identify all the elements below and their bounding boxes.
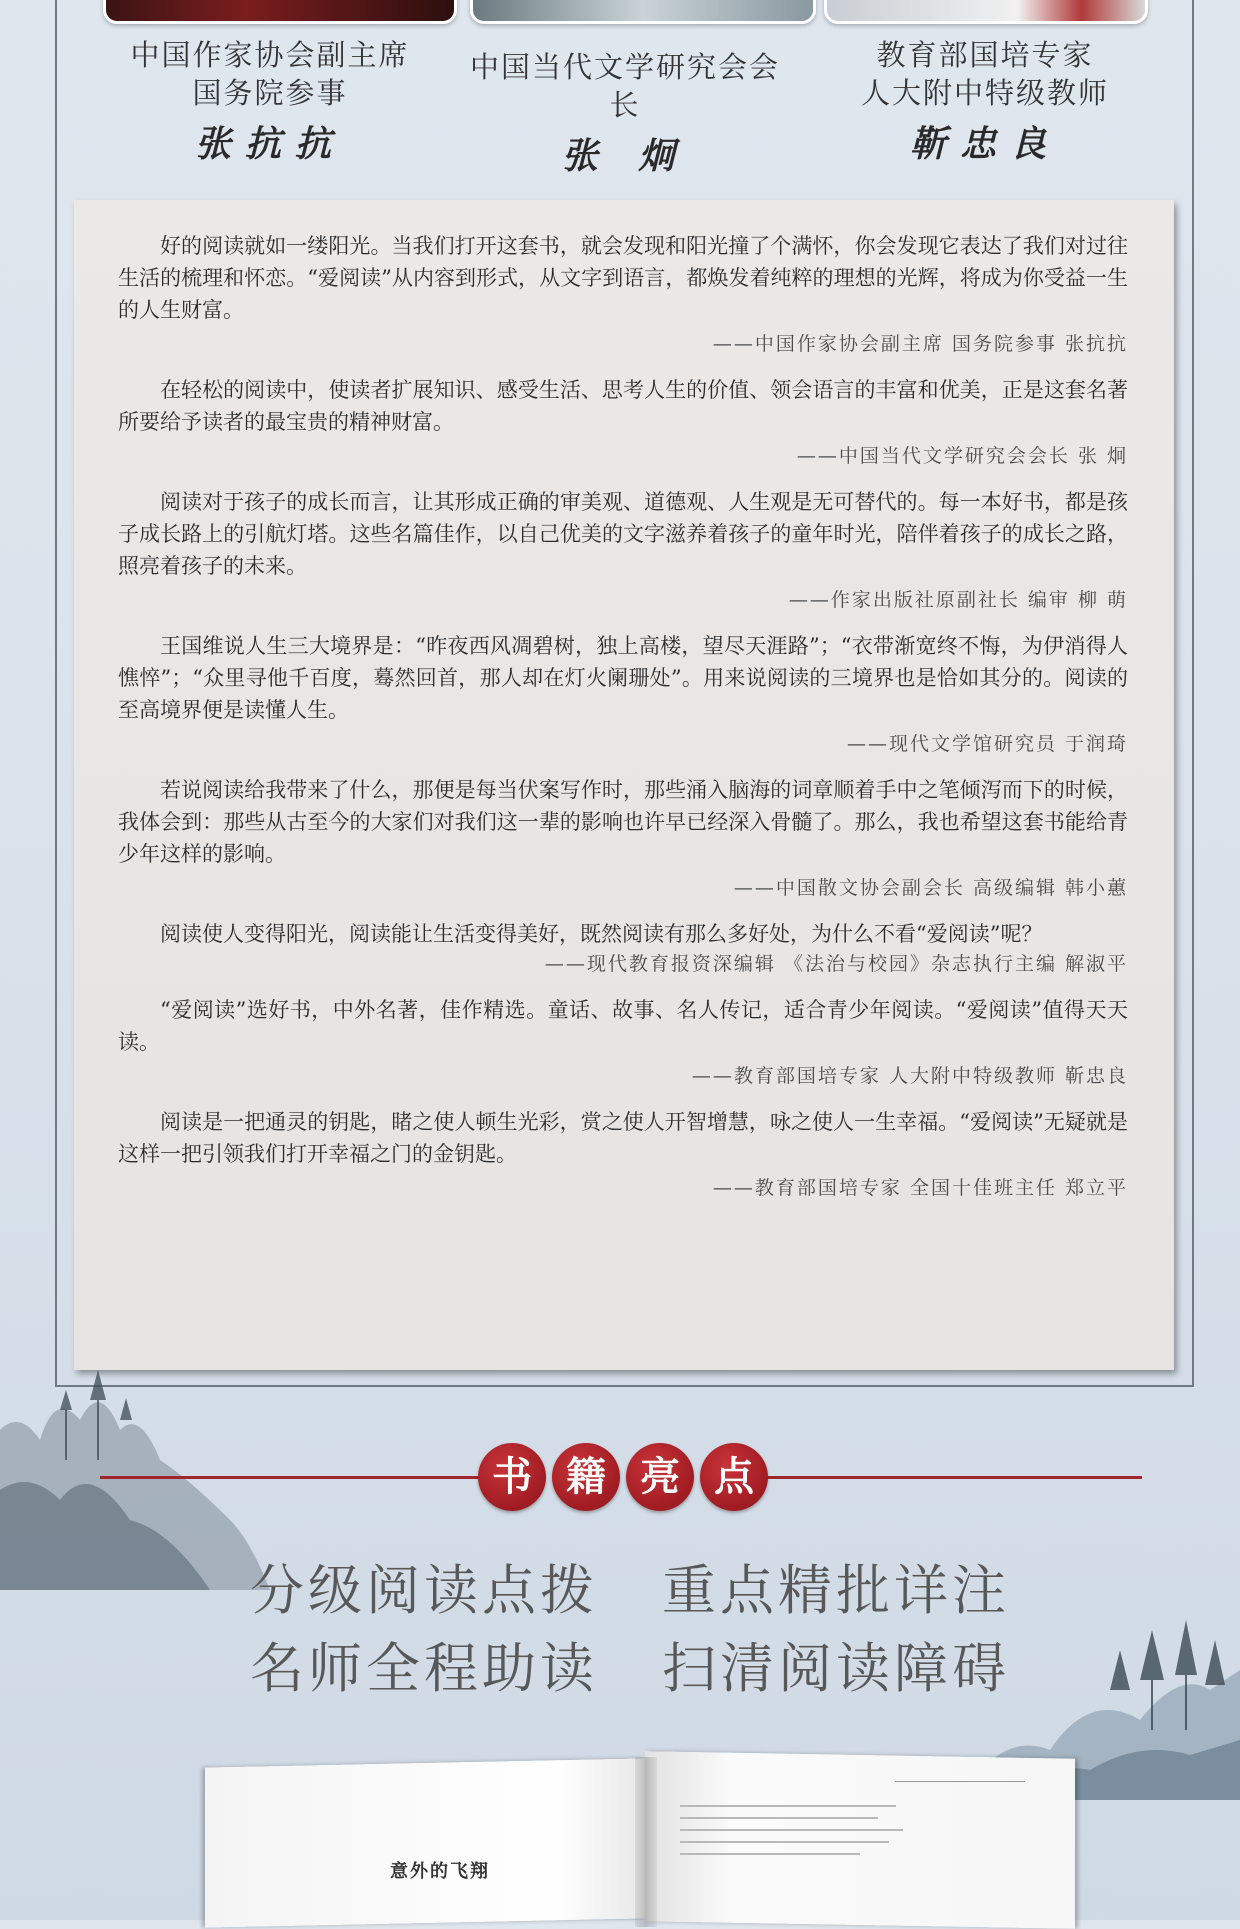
title-char-badge: 籍	[552, 1443, 620, 1511]
expert-title: 中国作家协会副主席	[130, 38, 410, 72]
feature-item: 分级阅读点拨	[250, 1559, 598, 1622]
expert-card	[460, 48, 790, 179]
quote-source: ——中国当代文学研究会会长 张 炯	[796, 445, 1128, 467]
feature-list	[250, 1552, 1010, 1708]
quote-source: ——教育部国培专家 人大附中特级教师 靳忠良	[691, 1065, 1128, 1087]
book-left-page	[205, 1758, 645, 1927]
open-book-illustration	[205, 1745, 1085, 1920]
quote-text: 在轻松的阅读中，使读者扩展知识、感受生活、思考人生的价值、领会语言的丰富和优美，正是这套名著所要给予读者的最宝贵的精神财富。	[118, 378, 1128, 434]
quote-text: “爱阅读”选好书，中外名著，佳作精选。童话、故事、名人传记，适合青少年阅读。“爱阅读”值得天天读。	[118, 998, 1128, 1054]
expert-card	[820, 36, 1150, 167]
quote-item	[118, 994, 1128, 1092]
expert-title: 人大附中特级教师	[860, 76, 1109, 110]
quote-list	[118, 230, 1128, 1218]
expert-card	[105, 36, 435, 167]
book-text-lines	[680, 1805, 1040, 1865]
quote-source: ——现代文学馆研究员 于润琦	[846, 733, 1128, 755]
quote-item	[118, 230, 1128, 360]
expert-name: 张 炯	[561, 135, 689, 177]
quote-text: 阅读是一把通灵的钥匙，睹之使人顿生光彩，赏之使人开智增慧，咏之使人一生幸福。“爱阅读”无疑就是这样一把引领我们打开幸福之门的金钥匙。	[118, 1110, 1128, 1166]
experts-header	[95, 36, 1155, 176]
section-title-book-highlights	[478, 1443, 768, 1513]
quote-item	[118, 1106, 1128, 1204]
left-landscape-illustration	[0, 1350, 270, 1590]
feature-item: 名师全程助读	[250, 1637, 598, 1700]
quote-source: ——现代教育报资深编辑 《法治与校园》杂志执行主编 解淑平	[544, 953, 1128, 975]
title-divider-left	[100, 1476, 480, 1479]
quote-text: 若说阅读给我带来了什么，那便是每当伏案写作时，那些涌入脑海的词章顺着手中之笔倾泻而下的时候，我体会到：那些从古至今的大家们对我们这一辈的影响也许早已经深入骨髓了。那么，我也希望这套书能给青少年这样的影响。	[118, 778, 1128, 866]
quote-item	[118, 774, 1128, 904]
quote-text: 好的阅读就如一缕阳光。当我们打开这套书，就会发现和阳光撞了个满怀，你会发现它表达了我们对过往生活的梳理和怀恋。“爱阅读”从内容到形式，从文字到语言，都焕发着纯粹的理想的光辉，将成为你受益一生的人生财富。	[118, 234, 1128, 322]
quote-source: ——作家出版社原副社长 编审 柳 萌	[788, 589, 1128, 611]
expert-name: 靳忠良	[909, 123, 1060, 165]
quote-text: 阅读对于孩子的成长而言，让其形成正确的审美观、道德观、人生观是无可替代的。每一本好书，都是孩子成长路上的引航灯塔。这些名篇佳作，以自己优美的文字滋养着孩子的童年时光，陪伴着孩子的成长之路，照亮着孩子的未来。	[118, 490, 1128, 578]
expert-title: 教育部国培专家	[876, 38, 1094, 72]
quote-item	[118, 630, 1128, 760]
book-page-header	[895, 1767, 1025, 1782]
quote-text: 阅读使人变得阳光，阅读能让生活变得美好，既然阅读有那么多好处，为什么不看“爱阅读”呢？	[160, 922, 1043, 946]
book-spine	[635, 1757, 657, 1927]
title-char-badge: 书	[478, 1443, 546, 1511]
book-chapter-title: 意外的飞翔	[390, 1861, 490, 1882]
quote-source: ——中国散文协会副会长 高级编辑 韩小蕙	[733, 877, 1128, 899]
title-char-badge: 亮	[626, 1443, 694, 1511]
feature-item: 重点精批详注	[662, 1559, 1010, 1622]
expert-name: 张抗抗	[194, 123, 345, 165]
quote-item	[118, 486, 1128, 616]
recommendation-panel	[74, 200, 1174, 1370]
feature-item: 扫清阅读障碍	[662, 1637, 1010, 1700]
expert-title: 国务院参事	[192, 76, 348, 110]
quote-text: 王国维说人生三大境界是：“昨夜西风凋碧树，独上高楼，望尽天涯路”；“衣带渐宽终不悔，为伊消得人憔悴”；“众里寻他千百度，蓦然回首，那人却在灯火阑珊处”。用来说阅读的三境界也是恰如其分的。阅读的至高境界便是读懂人生。	[118, 634, 1128, 722]
quote-item	[118, 374, 1128, 472]
quote-source: ——中国作家协会副主席 国务院参事 张抗抗	[712, 333, 1128, 355]
title-divider-right	[762, 1476, 1142, 1479]
title-char-badge: 点	[700, 1443, 768, 1511]
feature-row	[250, 1630, 1010, 1708]
quote-source: ——教育部国培专家 全国十佳班主任 郑立平	[712, 1177, 1128, 1199]
expert-title: 中国当代文学研究会会长	[469, 50, 780, 122]
feature-row	[250, 1552, 1010, 1630]
quote-item	[118, 918, 1128, 980]
